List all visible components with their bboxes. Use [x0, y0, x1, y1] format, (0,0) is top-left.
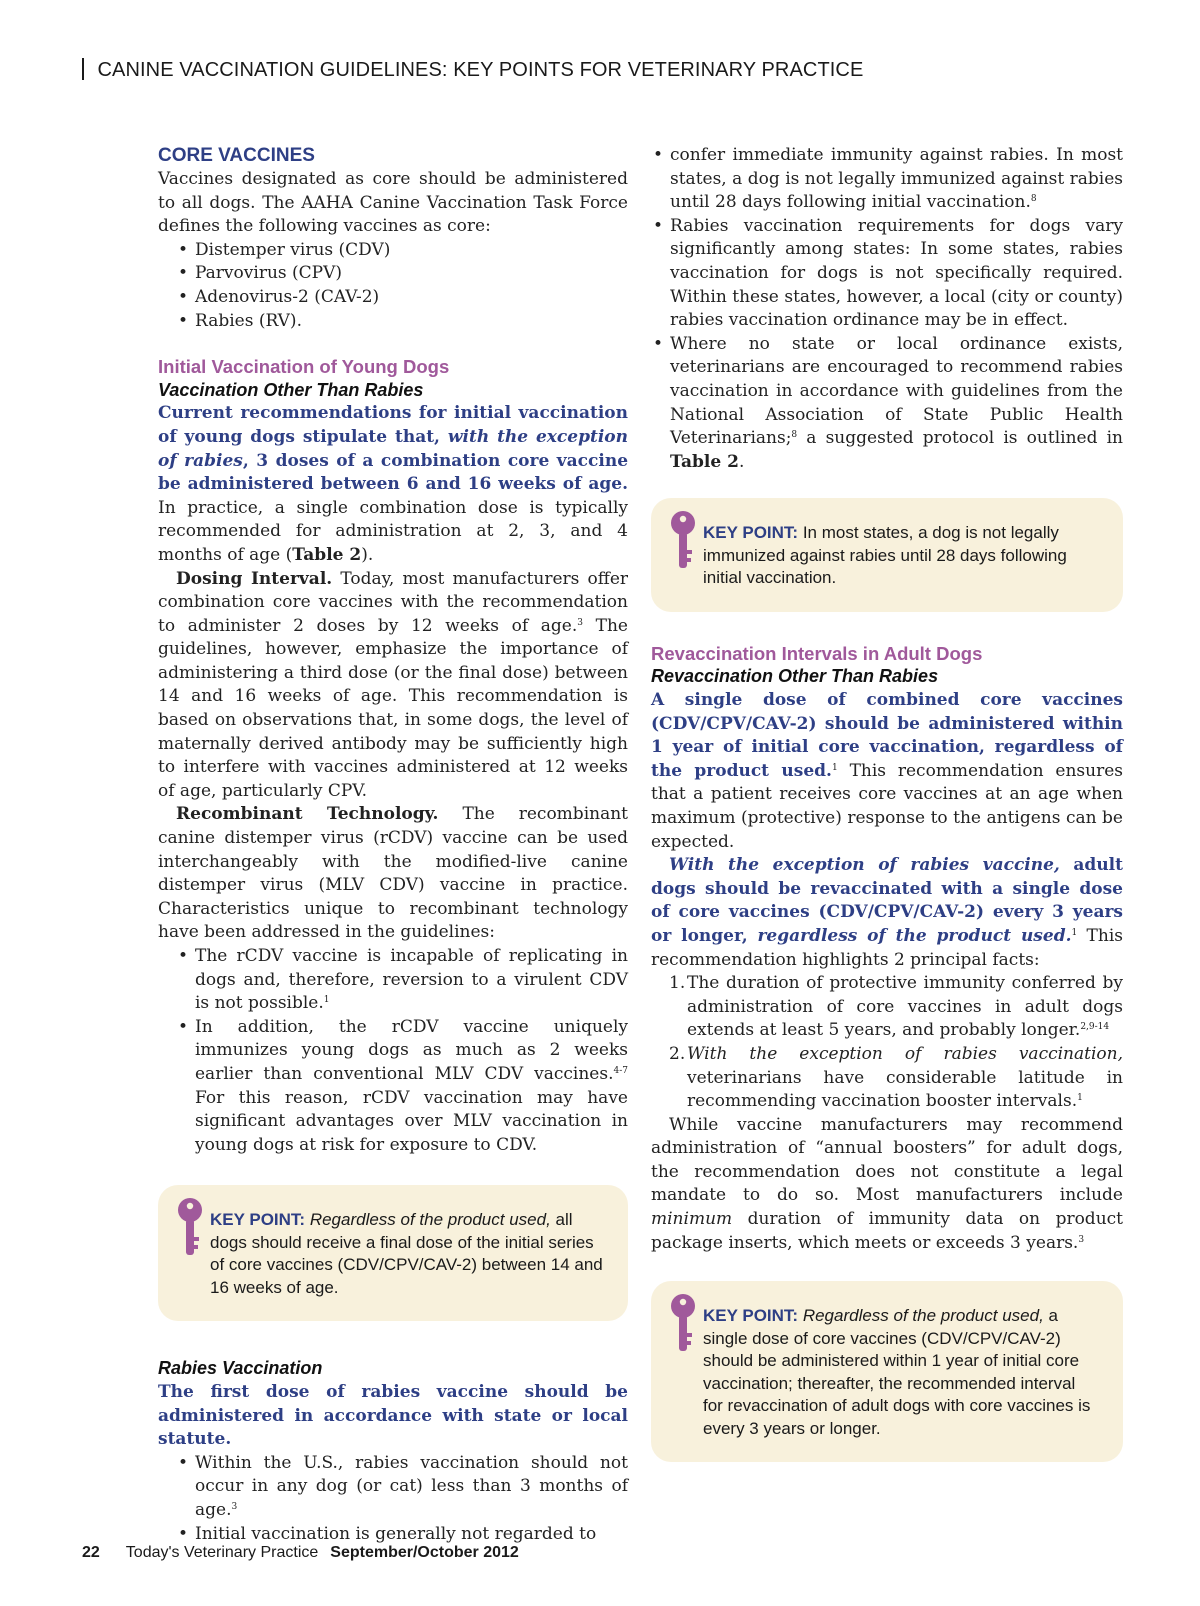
key-point-box-final-dose: KEY POINT: Regardless of the product used, all dogs should receive a final dose of the initial series of core vaccines (CDV/CPV/CAV-2) between 14 and 16 weeks of age.	[158, 1185, 628, 1321]
rabies-recommendation: The first dose of rabies vaccine should be administered in accordance with state or local statute.	[158, 1381, 628, 1450]
list-item: • Initial vaccination is generally not regarded to	[178, 1523, 628, 1547]
publication-name: Today's Veterinary Practice	[125, 1544, 319, 1561]
page-footer	[82, 1544, 519, 1562]
recombinant-list	[158, 945, 628, 1157]
recombinant-paragraph: Recombinant Technology. The recombinant canine distemper virus (rCDV) vaccine can be used interchangeably with the modified-live canine distemper virus (MLV CDV) vaccine in practice. Characteristics unique to recombinant technology have been addressed in the guidelines:	[158, 804, 628, 943]
list-item: • Distemper virus (CDV)	[178, 239, 628, 263]
initial-vaccination-heading: Initial Vaccination of Young Dogs	[158, 356, 450, 378]
list-item: • Where no state or local ordinance exists, veterinarians are encouraged to recommend rabies vaccination in accordance with guidelines from the National Association of State Public Health Veterinarians;$^8$ a suggested protocol is outlined in Table 2.	[653, 333, 1123, 475]
list-item: • Within the U.S., rabies vaccination should not occur in any dog (or cat) less than 3 months of age.$^3$	[178, 1452, 628, 1523]
list-item: 2. With the exception of rabies vaccination, veterinarians have considerable latitude in recommending vaccination booster intervals.$^1$	[669, 1043, 1123, 1112]
rabies-list-continued	[651, 144, 1123, 474]
dosing-interval-paragraph: Dosing Interval. Today, most manufacturers offer combination core vaccines with the recommendation to administer 2 doses by 12 weeks of age.$^3$ The guidelines, however, emphasize the importance of administering a third dose (or the final dose) between 14 and 16 weeks of age. This recommendation is based on observations that, in some dogs, the level of maternally derived antibody may be sufficiently high to interfere with vaccines administered at 12 weeks of age, particularly CPV.	[158, 568, 629, 801]
left-column	[158, 144, 628, 1546]
running-title: CANINE VACCINATION GUIDELINES: KEY POINTS FOR VETERINARY PRACTICE	[97, 59, 864, 81]
running-header	[82, 58, 863, 82]
list-item: • Adenovirus-2 (CAV-2)	[178, 286, 628, 310]
key-point-box-rabies: KEY POINT: In most states, a dog is not legally immunized against rabies until 28 days following initial vaccination.	[651, 498, 1123, 612]
core-vaccine-list	[158, 239, 628, 333]
key-icon	[669, 1293, 697, 1353]
rabies-vaccination-subheading: Rabies Vaccination	[158, 1358, 323, 1379]
key-icon	[669, 510, 697, 570]
annual-boosters-paragraph: While vaccine manufacturers may recommend administration of “annual boosters” for adult dogs, the recommendation does not constitute a legal mandate to do so. Most manufacturers include minimum duration of immunity data on product package inserts, which meets or exceeds 3 years.$^3$	[651, 1114, 1123, 1253]
principal-facts-list	[651, 972, 1123, 1114]
list-item: 1. The duration of protective immunity conferred by administration of core vaccines in adult dogs extends at least 5 years, and probably longer.$^{2,9-14}$	[669, 973, 1123, 1041]
rabies-list	[158, 1452, 628, 1546]
key-icon	[176, 1197, 204, 1257]
table-2-reference: Table 2	[292, 544, 362, 565]
issue-date: September/October 2012	[330, 1544, 519, 1561]
adult-revaccination-recommendation: With the exception of rabies vaccine, adult dogs should be revaccinated with a single dose of core vaccines (CDV/CPV/CAV-2) every 3 years or longer, regardless of the product used.$^1$ This recommendation highlights 2 principal facts:	[651, 855, 1123, 970]
list-item: • In addition, the rCDV vaccine uniquely immunizes young dogs as much as 2 weeks earlier than conventional MLV CDV vaccines.$^{4-7}$ For this reason, rCDV vaccination may have significant advantages over MLV vaccination in young dogs at risk for exposure to CDV.	[178, 1016, 628, 1158]
initial-recommendation: Current recommendations for initial vaccination of young dogs stipulate that, with the exception of rabies, 3 doses of a combination core vaccine be administered between 6 and 16 weeks of age. In practice, a single combination dose is typically recommended for administration at 2, 3, and 4 months of age (Table 2).	[158, 403, 629, 565]
core-vaccines-heading: CORE VACCINES	[158, 145, 315, 166]
list-item: • Rabies (RV).	[178, 310, 628, 334]
right-column	[651, 144, 1123, 1462]
list-item: • Parvovirus (CPV)	[178, 262, 628, 286]
other-than-rabies-subheading: Vaccination Other Than Rabies	[158, 379, 424, 400]
revaccination-recommendation: A single dose of combined core vaccines (CDV/CPV/CAV-2) should be administered within 1 year of initial core vaccination, regardless of the product used.$^1$ This recommendation ensures that a patient receives core vaccines at an age when maximum (protective) response to the antigens can be expected.	[651, 690, 1123, 852]
list-item: • Rabies vaccination requirements for dogs vary significantly among states: In some states, rabies vaccination for dogs is not specifically required. Within these states, however, a local (city or county) rabies vaccination ordinance may be in effect.	[653, 215, 1123, 333]
revaccination-subheading: Revaccination Other Than Rabies	[651, 666, 939, 687]
table-2-reference: Table 2	[670, 451, 739, 472]
revaccination-heading: Revaccination Intervals in Adult Dogs	[651, 642, 983, 664]
page-number: 22	[82, 1544, 100, 1561]
list-item: • The rCDV vaccine is incapable of replicating in dogs and, therefore, reversion to a virulent CDV is not possible.$^1$	[178, 945, 628, 1016]
core-intro: Vaccines designated as core should be administered to all dogs. The AAHA Canine Vaccination Task Force defines the following vaccines as core:	[158, 169, 628, 237]
key-point-box-revaccination: KEY POINT: Regardless of the product used, a single dose of core vaccines (CDV/CPV/CAV-2) should be administered within 1 year of initial core vaccination; thereafter, the recommended interval for revaccination of adult dogs with core vaccines is every 3 years or longer.	[651, 1281, 1123, 1462]
list-item-continued: • confer immediate immunity against rabies. In most states, a dog is not legally immunized against rabies until 28 days following initial vaccination.$^8$	[653, 144, 1123, 215]
header-rule	[82, 58, 84, 80]
